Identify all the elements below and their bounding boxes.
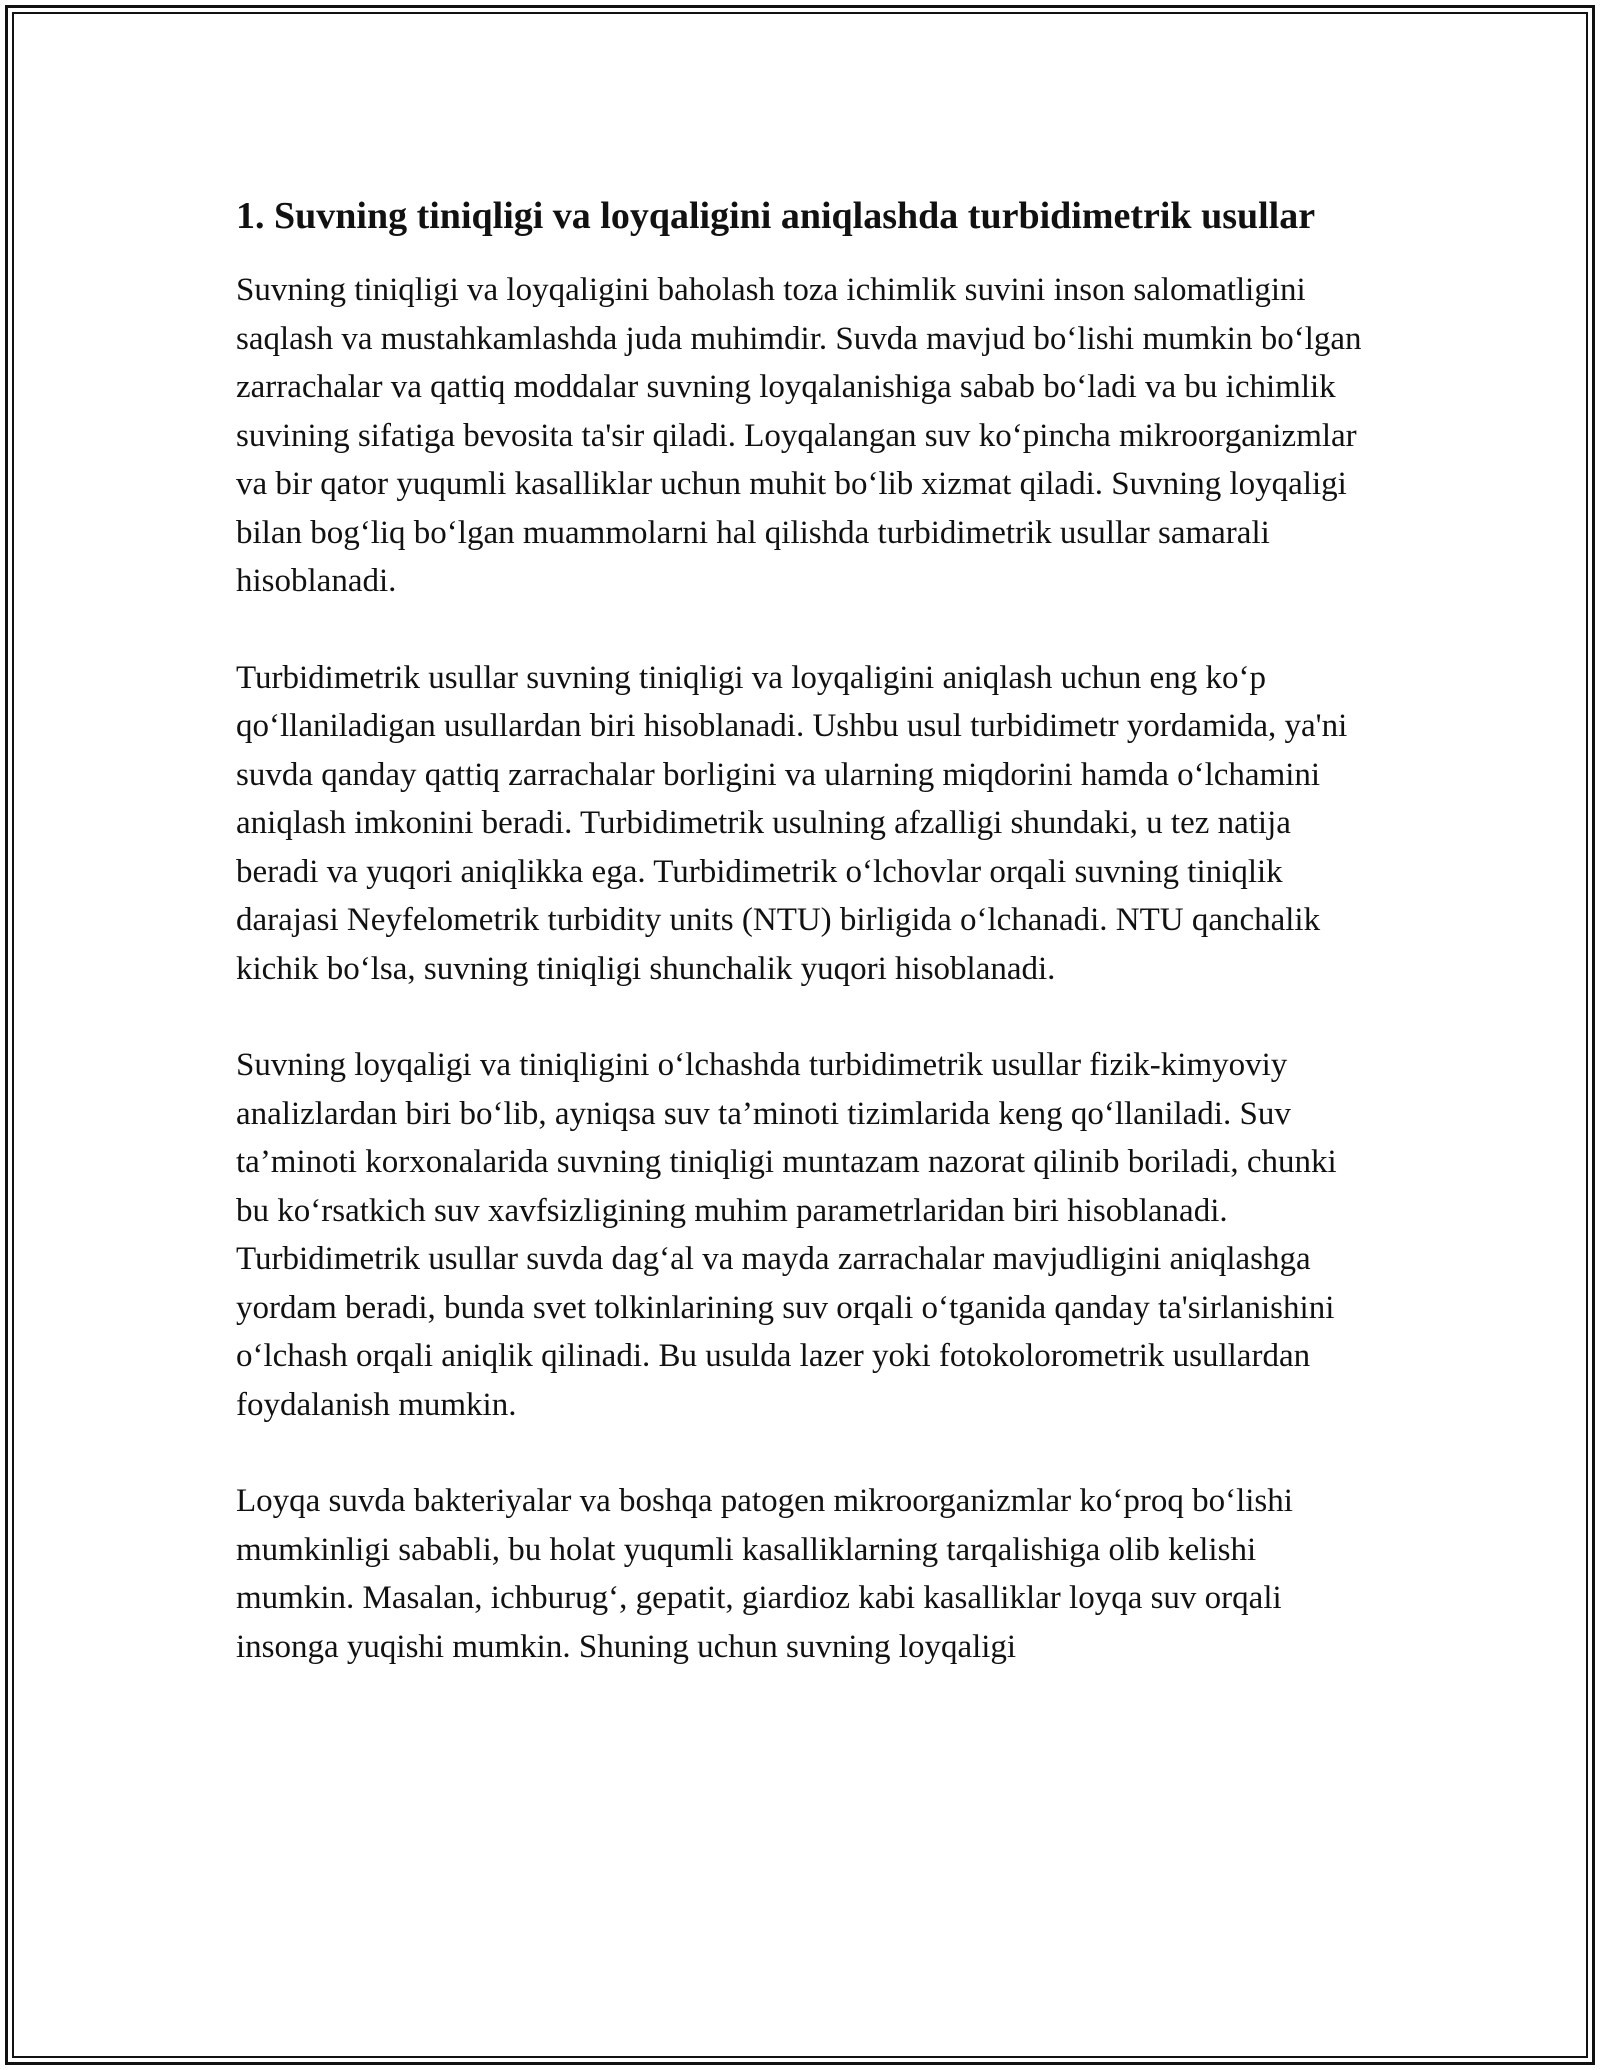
paragraph-3: Suvning loyqaligi va tiniqligini oʻlchashda turbidimetrik usullar fizik-kimyoviy analizlardan biri boʻlib, ayniqsa suv ta’minoti tizimlarida keng qoʻllaniladi. Suv ta’minoti korxonalarida suvning tiniqligi muntazam nazorat qilinib boriladi, chunki bu koʻrsatkich suv xavfsizligining muhim parametrlaridan biri hisoblanadi. Turbidimetrik usullar suvda dagʻal va mayda zarrachalar mavjudligini aniqlashga yordam beradi, bunda svet tolkinlarining suv orqali oʻtganida qanday ta'sirlanishini oʻlchash orqali aniqlik qilinadi. Bu usulda lazer yoki fotokolorometrik usullardan foydalanish mumkin. — [236, 1047, 1337, 1423]
section-heading: 1. Suvning tiniqligi va loyqaligini aniqlashda turbidimetrik usullar — [236, 195, 1316, 237]
paragraph-4: Loyqa suvda bakteriyalar va boshqa patogen mikroorganizmlar koʻproq boʻlishi mumkinligi sababli, bu holat yuqumli kasalliklarning tarqalishiga olib kelishi mumkin. Masalan, ichburugʻ, gepatit, giardioz kabi kasalliklar loyqa suv orqali insonga yuqishi mumkin. Shuning uchun suvning loyqaligi — [236, 1483, 1293, 1665]
document-body — [236, 188, 1376, 1719]
paragraph-1: Suvning tiniqligi va loyqaligini baholash toza ichimlik suvini inson salomatligini saqlash va mustahkamlashda juda muhimdir. Suvda mavjud boʻlishi mumkin boʻlgan zarrachalar va qattiq moddalar suvning loyqalanishiga sabab boʻladi va bu ichimlik suvining sifatiga bevosita ta'sir qiladi. Loyqalangan suv koʻpincha mikroorganizmlar va bir qator yuqumli kasalliklar uchun muhit boʻlib xizmat qiladi. Suvning loyqaligi bilan bogʻliq boʻlgan muammolarni hal qilishda turbidimetrik usullar samarali hisoblanadi. — [236, 272, 1362, 599]
paragraph-2: Turbidimetrik usullar suvning tiniqligi va loyqaligini aniqlash uchun eng koʻp qoʻllaniladigan usullardan biri hisoblanadi. Ushbu usul turbidimetr yordamida, ya'ni suvda qanday qattiq zarrachalar borligini va ularning miqdorini hamda oʻlchamini aniqlash imkonini beradi. Turbidimetrik usulning afzalligi shundaki, u tez natija beradi va yuqori aniqlikka ega. Turbidimetrik oʻlchovlar orqali suvning tiniqlik darajasi Neyfelometrik turbidity units (NTU) birligida oʻlchanadi. NTU qanchalik kichik boʻlsa, suvning tiniqligi shunchalik yuqori hisoblanadi. — [236, 659, 1348, 987]
